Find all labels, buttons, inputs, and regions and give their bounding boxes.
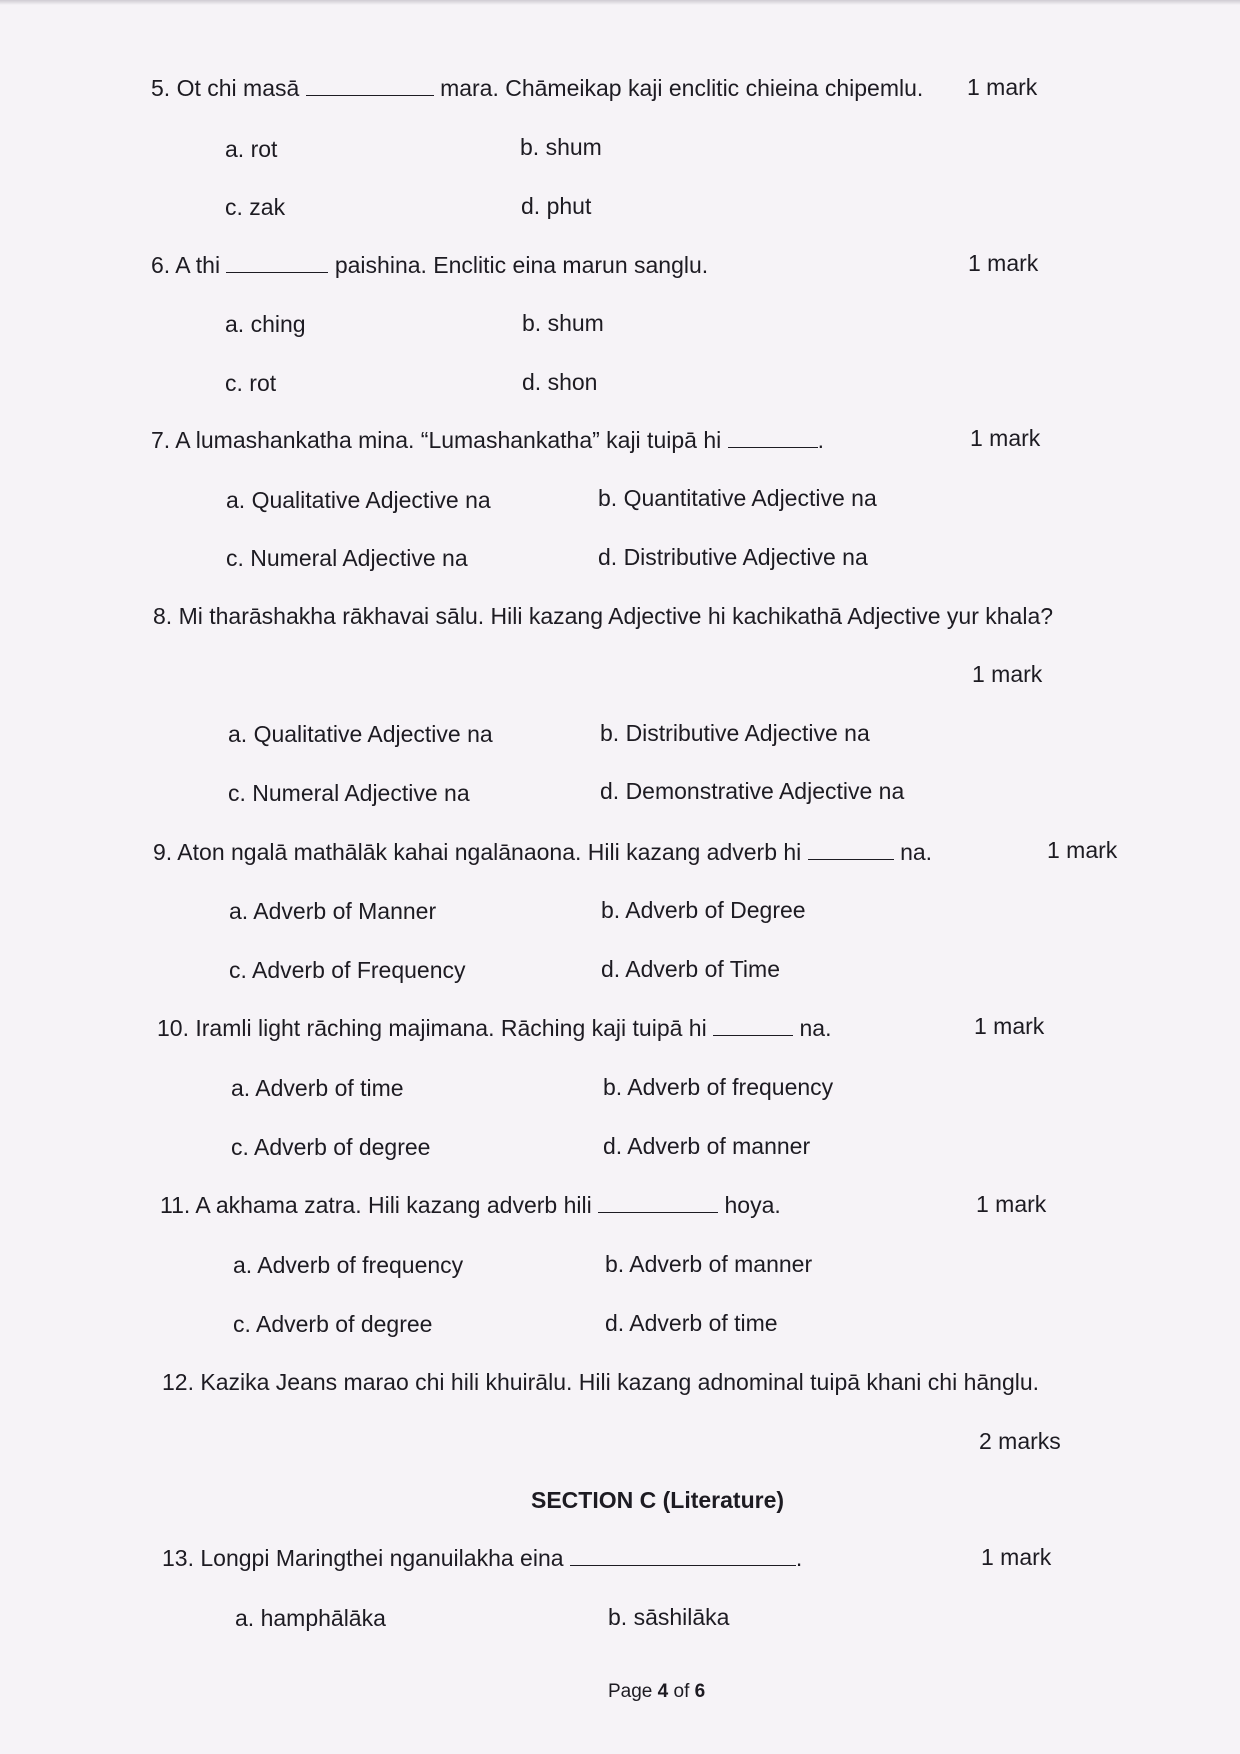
question-6 <box>151 251 708 279</box>
question-8-mark: 1 mark <box>972 661 1043 687</box>
answer-blank <box>808 839 894 860</box>
question-5 <box>151 74 923 102</box>
option-a: a. ching <box>225 311 306 337</box>
option-d: d. Demonstrative Adjective na <box>600 778 905 804</box>
question-9 <box>153 838 932 866</box>
option-d: d. phut <box>521 193 592 219</box>
question-text: . <box>817 427 825 453</box>
question-text: 7. A lumashankatha mina. “Lumashankatha” kaji tuipā hi <box>151 427 722 453</box>
question-11-mark: 1 mark <box>976 1191 1047 1217</box>
question-8: 8. Mi tharāshakha rākhavai sālu. Hili kazang Adjective hi kachikathā Adjective yur khala? <box>153 603 1054 629</box>
option-c: c. Adverb of degree <box>231 1134 431 1160</box>
section-c-heading: SECTION C (Literature) <box>531 1487 785 1513</box>
answer-blank <box>226 252 328 273</box>
option-d: d. shon <box>522 369 598 395</box>
option-b: b. shum <box>520 134 602 160</box>
question-text: 9. Aton ngalā mathālāk kahai ngalānaona. Hili kazang adverb hi <box>153 839 802 865</box>
option-c: c. rot <box>225 370 277 396</box>
option-a: a. Qualitative Adjective na <box>226 487 491 513</box>
option-a: a. Adverb of time <box>231 1075 404 1101</box>
question-text: na. <box>900 839 933 865</box>
answer-blank <box>598 1192 718 1213</box>
option-d: d. Distributive Adjective na <box>598 544 868 570</box>
scan-edge <box>0 0 1240 5</box>
option-b: b. Quantitative Adjective na <box>598 485 877 511</box>
option-d: d. Adverb of time <box>605 1310 778 1336</box>
option-a: a. hamphālāka <box>235 1605 386 1631</box>
question-13-mark: 1 mark <box>981 1544 1052 1570</box>
option-b: b. Adverb of manner <box>605 1251 813 1277</box>
option-b: b. shum <box>522 310 604 336</box>
option-d: d. Adverb of manner <box>603 1133 811 1159</box>
question-text: paishina. Enclitic eina marun sanglu. <box>334 252 709 278</box>
option-c: c. Adverb of Frequency <box>229 957 466 983</box>
option-b: b. Adverb of frequency <box>603 1074 834 1100</box>
option-c: c. zak <box>225 194 286 220</box>
option-b: b. sāshilāka <box>608 1604 730 1630</box>
answer-blank <box>713 1015 793 1036</box>
question-10 <box>157 1014 831 1042</box>
question-text: 10. Iramli light rāching majimana. Rāching kaji tuipā hi <box>157 1015 707 1041</box>
question-text: hoya. <box>724 1192 781 1218</box>
question-text: 6. A thi <box>151 252 221 278</box>
answer-blank <box>570 1545 796 1566</box>
question-text: na. <box>799 1015 832 1041</box>
question-text: 13. Longpi Maringthei nganuilakha eina <box>162 1545 564 1571</box>
question-12-mark: 2 marks <box>979 1428 1061 1454</box>
question-text: mara. Chāmeikap kaji enclitic chieina chipemlu. <box>440 75 924 101</box>
page-number: Page 4 of 6 <box>608 1681 706 1702</box>
question-7 <box>151 426 824 454</box>
option-c: c. Adverb of degree <box>233 1311 433 1337</box>
option-a: a. Qualitative Adjective na <box>228 721 493 747</box>
option-a: a. Adverb of Manner <box>229 898 437 924</box>
option-b: b. Distributive Adjective na <box>600 720 870 746</box>
question-text: . <box>795 1545 803 1571</box>
question-11 <box>160 1191 781 1219</box>
answer-blank <box>306 75 434 96</box>
question-text: 11. A akhama zatra. Hili kazang adverb hili <box>160 1192 592 1218</box>
question-7-mark: 1 mark <box>970 425 1041 451</box>
question-text: 5. Ot chi masā <box>151 75 300 101</box>
question-6-mark: 1 mark <box>968 250 1039 276</box>
option-a: a. Adverb of frequency <box>233 1252 464 1278</box>
option-d: d. Adverb of Time <box>601 956 780 982</box>
question-12: 12. Kazika Jeans marao chi hili khuirālu. Hili kazang adnominal tuipā khani chi hānglu. <box>162 1369 1040 1395</box>
question-9-mark: 1 mark <box>1047 837 1118 863</box>
question-5-mark: 1 mark <box>967 74 1038 100</box>
option-a: a. rot <box>225 136 278 162</box>
option-c: c. Numeral Adjective na <box>228 780 470 806</box>
option-b: b. Adverb of Degree <box>601 897 806 923</box>
option-c: c. Numeral Adjective na <box>226 545 468 571</box>
answer-blank <box>728 427 818 448</box>
question-10-mark: 1 mark <box>974 1013 1045 1039</box>
question-13 <box>162 1544 802 1572</box>
